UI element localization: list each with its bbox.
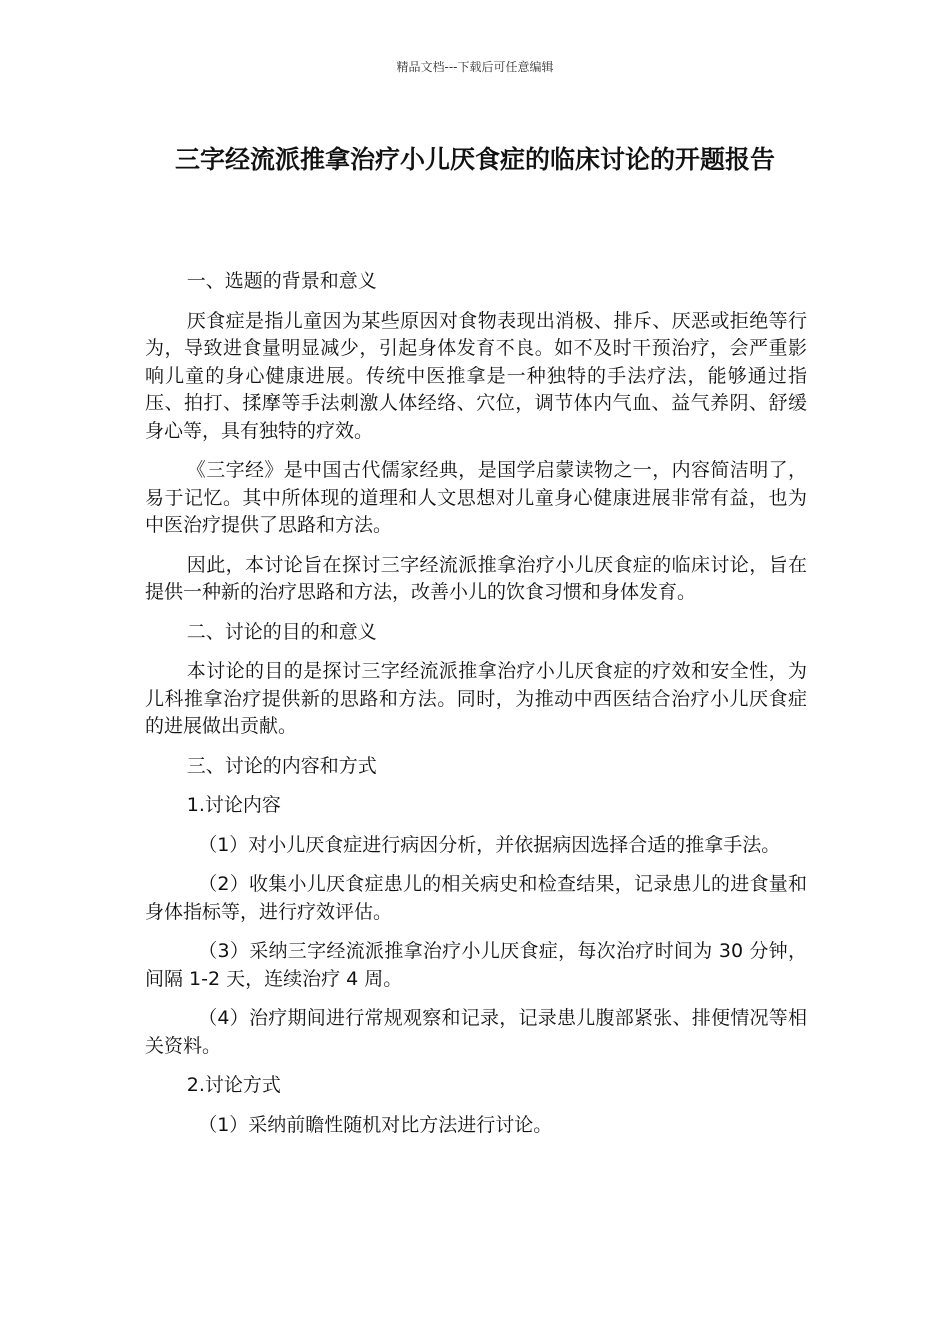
section-heading: 一、选题的背景和意义 [186,270,377,292]
list-item: （1）对小儿厌食症进行病因分析，并依据病因选择合适的推拿手法。 [198,833,781,856]
list-item: （4）治疗期间进行常规观察和记录，记录患儿腹部紧张、排便情况等相关资料。 [145,1007,807,1057]
document-title: 三字经流派推拿治疗小儿厌食症的临床讨论的开题报告 [174,145,775,174]
subsection-heading: 1.讨论内容 [186,794,281,816]
subsection-heading: 2.讨论方式 [186,1074,281,1096]
list-item: （1）采纳前瞻性随机对比方法进行讨论。 [198,1113,553,1136]
paragraph: 因此，本讨论旨在探讨三字经流派推拿治疗小儿厌食症的临床讨论，旨在提供一种新的治疗思路和方法，改善小儿的饮食习惯和身体发育。 [145,553,807,603]
list-item: （3）采纳三字经流派推拿治疗小儿厌食症，每次治疗时间为 30 分钟，间隔 1-2 天，连续治疗 4 周。 [145,940,807,990]
page-header: 精品文档---下载后可任意编辑 [396,60,554,74]
section-heading: 二、讨论的目的和意义 [186,620,377,643]
section-heading: 三、讨论的内容和方式 [186,754,377,777]
paragraph: 厌食症是指儿童因为某些原因对食物表现出消极、排斥、厌恶或拒绝等行为，导致进食量明显减少，引起身体发育不良。如不及时干预治疗，会严重影响儿童的身心健康进展。传统中医推拿是一种独特的手法疗法，能够通过指压、拍打、揉摩等手法刺激人体经络、穴位，调节体内气血、益气养阴、舒缓身心等，具有独特的疗效。 [145,309,807,442]
paragraph: 《三字经》是中国古代儒家经典，是国学启蒙读物之一，内容简洁明了，易于记忆。其中所体现的道理和人文思想对儿童身心健康进展非常有益，也为中医治疗提供了思路和方法。 [145,459,807,536]
paragraph: 本讨论的目的是探讨三字经流派推拿治疗小儿厌食症的疗效和安全性，为儿科推拿治疗提供新的思路和方法。同时，为推动中西医结合治疗小儿厌食症的进展做出贡献。 [145,660,807,737]
document-body [145,268,807,1151]
list-item: （2）收集小儿厌食症患儿的相关病史和检查结果，记录患儿的进食量和身体指标等，进行疗效评估。 [145,873,807,923]
